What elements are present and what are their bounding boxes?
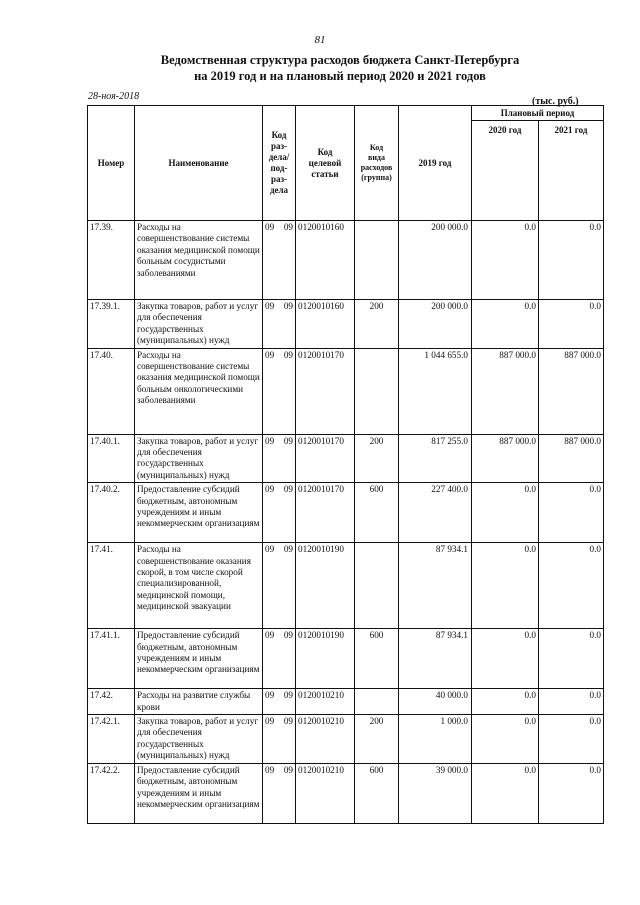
header-2021: 2021 год	[539, 121, 604, 221]
header-expense-type	[355, 106, 399, 221]
header-target-line: статьи	[311, 168, 339, 179]
row-expense-type: 200	[355, 434, 399, 483]
row-name: Расходы на совершенствование системы оказания медицинской помощи больным онкологическими заболеваниями	[135, 348, 263, 434]
row-amount-2020: 0.0	[472, 763, 539, 823]
budget-table	[87, 105, 604, 824]
row-subsection: 09	[283, 690, 293, 701]
table-row	[88, 689, 604, 715]
row-amount-2019: 40 000.0	[399, 689, 472, 715]
row-target-code: 0120010160	[296, 300, 355, 349]
table-row	[88, 763, 604, 823]
row-amount-2021: 0.0	[539, 629, 604, 689]
header-expense-line: расходов	[360, 163, 393, 172]
row-target-code: 0120010190	[296, 543, 355, 629]
header-expense-line: вида	[368, 153, 385, 162]
row-subsection: 09	[283, 222, 293, 232]
row-expense-type: 600	[355, 483, 399, 543]
row-target-code: 0120010170	[296, 434, 355, 483]
row-expense-type	[355, 348, 399, 434]
row-number: 17.42.1.	[88, 715, 135, 764]
row-subsection: 09	[283, 544, 293, 555]
row-expense-type: 200	[355, 715, 399, 764]
header-expense-line: Код	[369, 143, 384, 152]
row-amount-2020: 887 000.0	[472, 434, 539, 483]
row-section: 09	[265, 716, 275, 727]
header-target-line: Код	[317, 146, 333, 157]
row-amount-2019: 1 044 655.0	[399, 348, 472, 434]
row-amount-2021: 887 000.0	[539, 348, 604, 434]
row-name: Предоставление субсидий бюджетным, автономным учреждениям и иным некоммерческим организациям	[135, 763, 263, 823]
row-number: 17.40.1.	[88, 434, 135, 483]
row-target-code: 0120010160	[296, 221, 355, 300]
row-section-code	[263, 689, 296, 715]
row-subsection: 09	[283, 764, 293, 775]
row-amount-2020: 0.0	[472, 689, 539, 715]
row-name: Закупка товаров, работ и услуг для обеспечения государственных (муниципальных) нужд	[135, 434, 263, 483]
row-section: 09	[265, 222, 275, 232]
row-subsection: 09	[283, 484, 293, 495]
row-subsection: 09	[283, 716, 293, 727]
row-section-code	[263, 300, 296, 349]
page-number: 81	[314, 34, 326, 46]
header-2020: 2020 год	[472, 121, 539, 221]
row-name: Предоставление субсидий бюджетным, автономным учреждениям и иным некоммерческим организациям	[135, 483, 263, 543]
title-line-2: на 2019 год и на плановый период 2020 и 2021 годов	[194, 69, 486, 83]
row-expense-type	[355, 689, 399, 715]
row-target-code: 0120010170	[296, 348, 355, 434]
row-subsection: 09	[283, 349, 293, 360]
row-number: 17.41.	[88, 543, 135, 629]
row-section: 09	[265, 484, 275, 495]
table-row	[88, 221, 604, 300]
row-number: 17.41.1.	[88, 629, 135, 689]
row-subsection: 09	[283, 301, 293, 311]
table-row	[88, 483, 604, 543]
header-2019: 2019 год	[399, 106, 472, 221]
header-section-line: дела	[269, 185, 289, 195]
row-section: 09	[265, 544, 275, 555]
row-section: 09	[265, 301, 275, 311]
header-section-line: дела/	[268, 152, 290, 162]
row-amount-2019: 39 000.0	[399, 763, 472, 823]
row-section-code	[263, 434, 296, 483]
row-number: 17.40.2.	[88, 483, 135, 543]
row-number: 17.39.	[88, 221, 135, 300]
row-amount-2021: 0.0	[539, 221, 604, 300]
row-section: 09	[265, 764, 275, 775]
table-row	[88, 348, 604, 434]
header-section-line: раз-	[270, 141, 288, 151]
row-amount-2019: 200 000.0	[399, 300, 472, 349]
row-amount-2020: 0.0	[472, 543, 539, 629]
row-target-code: 0120010190	[296, 629, 355, 689]
row-amount-2019: 87 934.1	[399, 543, 472, 629]
row-name: Предоставление субсидий бюджетным, автономным учреждениям и иным некоммерческим организациям	[135, 629, 263, 689]
row-number: 17.42.2.	[88, 763, 135, 823]
row-expense-type: 600	[355, 629, 399, 689]
row-target-code: 0120010210	[296, 689, 355, 715]
header-name: Наименование	[135, 106, 263, 221]
row-target-code: 0120010170	[296, 483, 355, 543]
row-amount-2019: 817 255.0	[399, 434, 472, 483]
table-row	[88, 543, 604, 629]
row-expense-type	[355, 221, 399, 300]
row-amount-2019: 87 934.1	[399, 629, 472, 689]
row-subsection: 09	[283, 435, 293, 446]
row-amount-2021: 0.0	[539, 543, 604, 629]
row-amount-2020: 0.0	[472, 483, 539, 543]
row-section-code	[263, 763, 296, 823]
row-amount-2019: 227 400.0	[399, 483, 472, 543]
row-section: 09	[265, 630, 275, 641]
row-target-code: 0120010210	[296, 763, 355, 823]
row-name: Расходы на развитие службы крови	[135, 689, 263, 715]
row-number: 17.42.	[88, 689, 135, 715]
row-section-code	[263, 221, 296, 300]
row-amount-2021: 0.0	[539, 763, 604, 823]
document-title	[80, 52, 600, 84]
row-amount-2020: 0.0	[472, 300, 539, 349]
row-amount-2020: 0.0	[472, 629, 539, 689]
table-body	[88, 221, 604, 824]
row-amount-2021: 0.0	[539, 483, 604, 543]
row-subsection: 09	[283, 630, 293, 641]
row-amount-2019: 1 000.0	[399, 715, 472, 764]
row-number: 17.39.1.	[88, 300, 135, 349]
row-section-code	[263, 629, 296, 689]
title-line-1: Ведомственная структура расходов бюджета Санкт-Петербурга	[160, 53, 520, 67]
row-amount-2021: 0.0	[539, 300, 604, 349]
header-section-line: Код	[271, 130, 287, 140]
header-section-code	[263, 106, 296, 221]
row-target-code: 0120010210	[296, 715, 355, 764]
document-date: 28-ноя-2018	[88, 91, 140, 102]
row-name: Закупка товаров, работ и услуг для обеспечения государственных (муниципальных) нужд	[135, 715, 263, 764]
row-amount-2020: 0.0	[472, 221, 539, 300]
row-amount-2020: 0.0	[472, 715, 539, 764]
row-section-code	[263, 483, 296, 543]
header-section-line: раз-	[270, 174, 288, 184]
row-name: Расходы на совершенствование оказания скорой, в том числе скорой специализированной, медицинской помощи, медицинской эвакуации	[135, 543, 263, 629]
row-expense-type: 600	[355, 763, 399, 823]
header-expense-line: (группа)	[361, 173, 392, 182]
table-row	[88, 434, 604, 483]
row-number: 17.40.	[88, 348, 135, 434]
header-number: Номер	[88, 106, 135, 221]
header-target-code	[296, 106, 355, 221]
row-amount-2021: 887 000.0	[539, 434, 604, 483]
row-section-code	[263, 348, 296, 434]
header-target-line: целевой	[308, 157, 342, 168]
table-row	[88, 300, 604, 349]
row-expense-type	[355, 543, 399, 629]
row-section: 09	[265, 690, 275, 701]
row-name: Расходы на совершенствование системы оказания медицинской помощи больным сосудистыми заболеваниями	[135, 221, 263, 300]
row-amount-2020: 887 000.0	[472, 348, 539, 434]
row-section-code	[263, 715, 296, 764]
table-row	[88, 715, 604, 764]
row-section-code	[263, 543, 296, 629]
header-planned-period: Плановый период	[472, 106, 604, 121]
row-name: Закупка товаров, работ и услуг для обеспечения государственных (муниципальных) нужд	[135, 300, 263, 349]
row-expense-type: 200	[355, 300, 399, 349]
header-section-line: под-	[270, 163, 288, 173]
row-amount-2019: 200 000.0	[399, 221, 472, 300]
row-amount-2021: 0.0	[539, 715, 604, 764]
row-section: 09	[265, 349, 275, 360]
row-section: 09	[265, 435, 275, 446]
row-amount-2021: 0.0	[539, 689, 604, 715]
unit-label: (тыс. руб.)	[532, 96, 579, 107]
table-row	[88, 629, 604, 689]
